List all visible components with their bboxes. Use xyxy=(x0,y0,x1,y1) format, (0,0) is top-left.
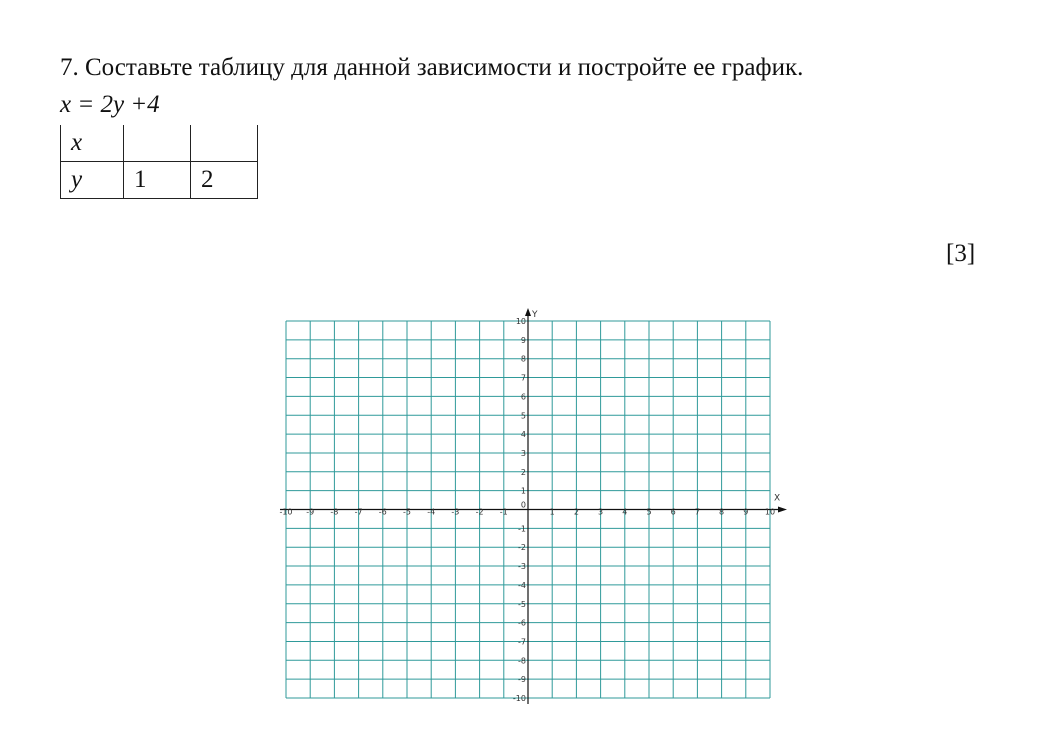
coordinate-plane-svg xyxy=(270,306,790,706)
x-tick-label: -8 xyxy=(330,507,339,517)
x-tick-label: -3 xyxy=(451,507,460,517)
y-tick-label: 8 xyxy=(520,354,526,364)
task-title: 7. Составьте таблицу для данной зависимости и постройте ее график. xyxy=(60,54,804,81)
x-tick-label: 2 xyxy=(573,507,579,517)
y-tick-label: -2 xyxy=(518,543,526,553)
x-tick-label: -6 xyxy=(378,507,387,517)
x-tick-label: -4 xyxy=(427,507,436,517)
y-tick-label: 7 xyxy=(520,373,526,383)
y-tick-label: 4 xyxy=(520,430,526,440)
y-axis-arrow-icon xyxy=(525,308,531,316)
y-tick-label: 1 xyxy=(520,486,526,496)
x-axis-label: X xyxy=(774,493,781,504)
x-tick-label: -2 xyxy=(475,507,484,517)
coordinate-grid xyxy=(270,306,790,706)
x-tick-label: -9 xyxy=(306,507,315,517)
y-tick-label: -3 xyxy=(518,562,526,572)
origin-label: 0 xyxy=(520,500,526,510)
x-tick-label: 9 xyxy=(743,507,749,517)
x-axis-arrow-icon xyxy=(778,507,787,513)
x-tick-label: -5 xyxy=(403,507,411,517)
row-label-y: y xyxy=(61,162,124,199)
x-tick-label: -7 xyxy=(354,507,363,517)
y-tick-label: -7 xyxy=(518,637,526,647)
equation: x = 2y +4 xyxy=(60,91,160,118)
x-tick-label: 5 xyxy=(646,507,652,517)
table-cell[interactable] xyxy=(124,125,191,162)
table-row xyxy=(61,162,258,199)
y-tick-label: -5 xyxy=(518,599,526,609)
y-tick-label: -6 xyxy=(518,618,526,628)
y-tick-label: 5 xyxy=(520,411,526,421)
x-tick-label: 3 xyxy=(598,507,604,517)
y-tick-label: 6 xyxy=(520,392,526,402)
x-tick-label: 4 xyxy=(622,507,628,517)
table-row xyxy=(61,125,258,162)
table-cell[interactable]: 2 xyxy=(191,162,258,199)
table-cell[interactable]: 1 xyxy=(124,162,191,199)
x-tick-label: 10 xyxy=(764,507,776,517)
x-tick-label: 7 xyxy=(694,507,700,517)
y-tick-label: -1 xyxy=(518,524,526,534)
y-axis-label: Y xyxy=(532,310,538,320)
x-tick-label: -10 xyxy=(279,507,293,517)
y-tick-label: 3 xyxy=(520,448,526,458)
y-tick-label: -10 xyxy=(512,694,526,703)
y-tick-label: -8 xyxy=(518,656,526,666)
y-tick-label: 9 xyxy=(520,335,526,345)
row-label-x: x xyxy=(61,125,124,162)
value-table xyxy=(60,125,258,199)
y-tick-label: 10 xyxy=(515,317,526,326)
x-tick-label: 1 xyxy=(549,507,555,517)
y-tick-label: -9 xyxy=(518,675,526,685)
y-tick-label: 2 xyxy=(520,467,526,477)
x-tick-label: -1 xyxy=(499,507,508,517)
x-tick-label: 6 xyxy=(670,507,676,517)
score-label: [3] xyxy=(946,240,976,267)
y-tick-label: -4 xyxy=(518,580,526,590)
table-cell[interactable] xyxy=(191,125,258,162)
x-tick-label: 8 xyxy=(719,507,725,517)
